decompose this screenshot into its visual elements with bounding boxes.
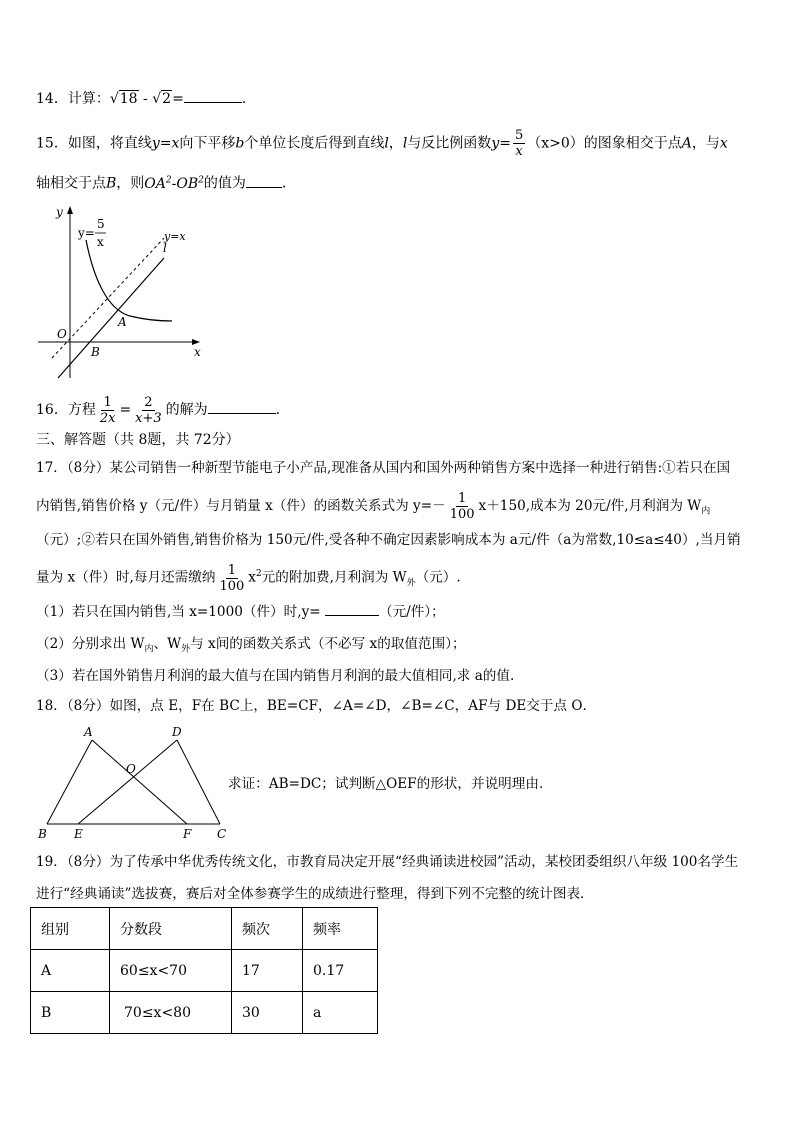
question-19-line-2: 进行“经典诵读”选拔赛，赛后对全体参赛学生的成绩进行整理，得到下列不完整的统计图表．	[36, 886, 594, 902]
point-e: E	[74, 827, 83, 841]
answer-blank-15[interactable]	[246, 173, 282, 188]
point-b-label: B	[91, 345, 100, 359]
table-cell: 0.17	[303, 950, 378, 992]
table-cell: A	[31, 950, 110, 992]
question-19-line-1: 19．（8分）为了传承中华优秀传统文化，市教育局决定开展“经典诵读进校园”活动，某校团委组织八年级 100名学生	[36, 854, 739, 870]
segment-dc	[177, 740, 220, 824]
table-cell: B	[31, 992, 110, 1034]
question-18-line-1: 18．（8分）如图，点 E，F在 BC上，BE=CF，∠A=∠D，∠B=∠C，AF与 DE交于点 O．	[36, 698, 597, 714]
segment-af	[92, 740, 187, 824]
question-17-sub-2: （2）分别求出 $W_内$、$W_外$与 x间的函数关系式（不必写 x的取值范围）；	[36, 636, 466, 655]
line-yx-label: y=x	[164, 230, 186, 243]
y-axis-label: y	[56, 205, 63, 219]
curve-label-num: 5	[97, 217, 105, 231]
graph-q15	[30, 200, 210, 390]
table-header-cell: 频次	[232, 908, 303, 950]
table-cell: 70≤x<80	[110, 992, 232, 1034]
origin-label: O	[57, 327, 67, 341]
point-c: C	[217, 827, 227, 841]
fraction-2-over-x-plus-3: $\frac{2}{x+3}$	[135, 394, 162, 426]
point-d: D	[172, 725, 182, 739]
line-l	[58, 258, 164, 378]
line-l-label: l	[163, 241, 167, 255]
question-15-line-2: 轴相交于点B，则$OA^2-OB^2$的值为 .	[36, 170, 286, 194]
answer-blank-14[interactable]	[184, 88, 242, 103]
question-18-prove: 求证：AB=DC；试判断△OEF的形状，并说明理由．	[228, 776, 553, 792]
x-axis-label: x	[194, 345, 201, 359]
frequency-table	[30, 907, 378, 1034]
fraction-5-over-x: $\frac{5}{x}$	[514, 128, 524, 159]
table-header-cell: 频率	[303, 908, 378, 950]
fraction-1-over-2x: $\frac{1}{2x}$	[99, 394, 116, 426]
y-axis-arrow	[67, 206, 73, 214]
answer-blank-17-1[interactable]	[325, 601, 379, 616]
question-17-line-2: 内销售,销售价格 y（元/件）与月销量 x（件）的函数关系式为 y=－ $\frac{1}{100}$ x＋150,成本为 20元/件,月利润为 $W_内$	[36, 491, 711, 522]
curve-label-y: y=	[78, 226, 95, 240]
point-b: B	[38, 827, 47, 841]
sqrt-symbol: √	[109, 91, 119, 107]
table-cell: 17	[232, 950, 303, 992]
question-17-line-3: （元）;②若只在国外销售,销售价格为 150元/件,受各种不确定因素影响成本为 a元/件（a为常数,10≤a≤40）,当月销	[36, 532, 741, 548]
question-14: 14．计算：√18 - √2= .	[36, 88, 246, 109]
section-heading: 三、解答题（共 8题，共 72分）	[36, 432, 240, 448]
hyperbola-curve	[86, 240, 172, 321]
table-cell: 30	[232, 992, 303, 1034]
table-cell: a	[303, 992, 378, 1034]
table-cell: 60≤x<70	[110, 950, 232, 992]
segment-ab	[47, 740, 92, 824]
question-15-line-1: 15．如图，将直线y=x向下平移b个单位长度后得到直线l，l与反比例函数y= $\frac{5}{x}$ （x>0）的图象相交于点A，与x	[36, 128, 728, 159]
curve-label-den: x	[97, 235, 104, 249]
point-f: F	[183, 827, 192, 841]
answer-blank-16[interactable]	[208, 399, 276, 414]
table-header-cell: 组别	[31, 908, 110, 950]
graph-q18	[32, 722, 232, 842]
question-16: 16．方程 $\frac{1}{2x}$ = $\frac{2}{x+3}$ 的解为 .	[36, 394, 281, 426]
question-17-line-4: 量为 x（件）时,每月还需缴纳 $\frac{1}{100}$ $x^2$元的附加费,月利润为 $W_外$（元）.	[36, 562, 461, 594]
question-17-sub-1: （1）若只在国内销售,当 x=1000（件）时,y= （元/件）；	[36, 601, 445, 622]
table-header-row	[31, 908, 378, 950]
question-17-line-1: 17．（8分）某公司销售一种新型节能电子小产品,现准备从国内和国外两种销售方案中选择一种进行销售:①若只在国	[36, 460, 731, 476]
table-header-cell: 分数段	[110, 908, 232, 950]
table-row	[31, 992, 378, 1034]
point-a: A	[84, 725, 93, 739]
line-y-equals-x	[52, 238, 164, 358]
table-row	[31, 950, 378, 992]
point-o: O	[126, 762, 136, 776]
question-17-sub-3: （3）若在国外销售月利润的最大值与在国内销售月利润的最大值相同,求 a的值.	[36, 668, 515, 684]
point-a-label: A	[118, 315, 127, 329]
segment-de	[78, 740, 177, 824]
